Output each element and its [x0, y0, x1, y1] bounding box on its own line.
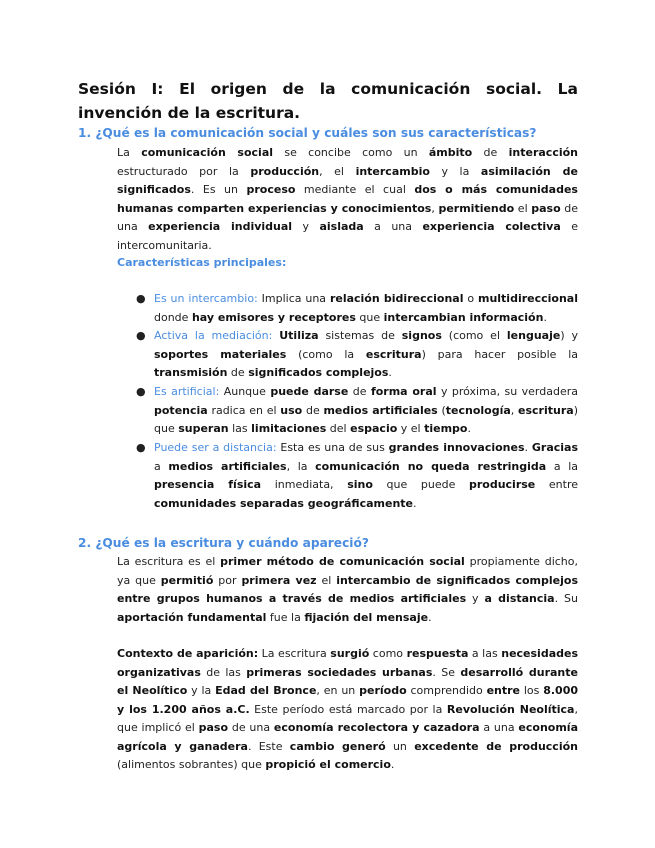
characteristics-label: Características principales:: [117, 256, 287, 269]
list-item: ● Activa la mediación: Utiliza sistemas de signos (como el lenguaje) y soportes materiales (como la escritura) para hacer posible la transmisión de significados complejos.: [136, 329, 578, 379]
bullet-icon: ●: [136, 292, 146, 305]
bullet-icon: ●: [136, 385, 146, 398]
list-item-lead: Activa la mediación:: [154, 329, 273, 342]
list-item-lead: Puede ser a distancia:: [154, 441, 277, 454]
list-item: ● Puede ser a distancia: Esta es una de sus grandes innovaciones. Gracias a medios artificiales, la comunicación no queda restringida a la presencia física inmediata, sino que puede producirse entre comunidades separadas geográficamente.: [136, 441, 578, 510]
list-item-lead: Es artificial:: [154, 385, 220, 398]
section-1-paragraph: La comunicación social se concibe como un ámbito de interacción estructurado por la producción, el intercambio y la asimilación de significados. Es un proceso mediante el cual dos o más comunidades humanas comparten experiencias y conocimientos, permitiendo el paso de una experiencia individual y aislada a una experiencia colectiva e intercomunitaria.: [117, 146, 578, 252]
section-1-heading: 1. ¿Qué es la comunicación social y cuáles son sus características?: [78, 126, 537, 140]
section-2-heading: 2. ¿Qué es la escritura y cuándo apareció?: [78, 536, 369, 550]
section-2-paragraph-2: Contexto de aparición: La escritura surgió como respuesta a las necesidades organizativas de las primeras sociedades urbanas. Se desarrolló durante el Neolítico y la Edad del Bronce, en un período comprendido entre los 8.000 y los 1.200 años a.C. Este período está marcado por la Revolución Neolítica, que implicó el paso de una economía recolectora y cazadora a una economía agrícola y ganadera. Este cambio generó un excedente de producción (alimentos sobrantes) que propició el comercio.: [117, 647, 579, 771]
bullet-icon: ●: [136, 441, 146, 454]
list-item: ● Es artificial: Aunque puede darse de forma oral y próxima, su verdadera potencia radica en el uso de medios artificiales (tecnología, escritura) que superan las limitaciones del espacio y el tiempo.: [136, 385, 578, 435]
section-2-paragraph-1: La escritura es el primer método de comunicación social propiamente dicho, ya que permitió por primera vez el intercambio de significados complejos entre grupos humanos a través de medios artificiales y a distancia. Su aportación fundamental fue la fijación del mensaje.: [117, 555, 578, 624]
list-item-lead: Es un intercambio:: [154, 292, 258, 305]
bullet-icon: ●: [136, 329, 146, 342]
page-title: Sesión I: El origen de la comunicación social. La invención de la escritura.: [78, 80, 578, 122]
list-item: ● Es un intercambio: Implica una relación bidireccional o multidireccional donde hay emisores y receptores que intercambian información.: [136, 292, 578, 324]
